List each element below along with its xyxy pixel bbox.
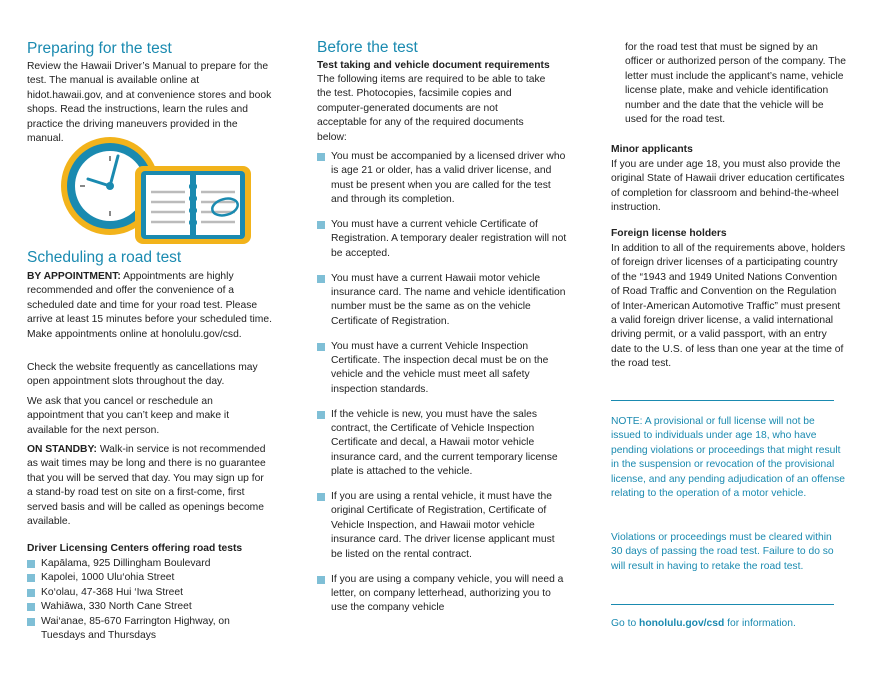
clock-manual-illustration [55, 136, 255, 246]
centers-list [27, 557, 272, 643]
foreign-heading: Foreign license holders [611, 228, 727, 239]
heading-preparing: Preparing for the test [27, 40, 172, 57]
list-item: Ko‘olau, 47-368 Hui ‘Iwa Street [27, 586, 272, 600]
requirements-intro: The following items are required to be able to take the test. Photocopies, facsimile copies and computer-generated documents are not acceptable for any of the required documents below: [317, 74, 546, 143]
cancel-paragraph: We ask that you cancel or reschedule an appointment that you can’t keep and make it available for the next person. [27, 396, 230, 436]
list-item: Wai‘anae, 85-670 Farrington Highway, on Tuesdays and Thursdays [27, 615, 272, 644]
list-item: If you are using a rental vehicle, it must have the original Certificate of Registration, Certificate of Vehicle Inspection, and Hawaii motor vehicle insurance card. The driver license applicant must be listed on the rental contract. [317, 490, 567, 562]
clock-icon [55, 136, 255, 246]
list-item: Kapālama, 925 Dillingham Boulevard [27, 557, 272, 571]
list-item: You must be accompanied by a licensed driver who is age 21 or older, has a valid driver license, and must be present when you are called for the test and through its completion. [317, 150, 567, 208]
minor-heading: Minor applicants [611, 144, 693, 155]
prep-paragraph: Review the Hawaii Driver’s Manual to prepare for the test. The manual is available online at hidot.hawaii.gov, and at convenience stores and book shops. Read the instructions, learn the rules and practice the driving maneuvers provided in the manual. [27, 61, 272, 145]
note-paragraph: NOTE: A provisional or full license will not be issued to individuals under age 18, who have pending violations or proceedings that might result in the suspension or revocation of the provisional license, and any pending adjudication of an offense relating to the operation of a motor vehicle. [611, 416, 845, 500]
company-vehicle-continued: for the road test that must be signed by an officer or authorized person of the company. The letter must include the applicant’s name, vehicle license plate, make and vehicle identification number and the date that the vehicle will be used for the road test. [625, 42, 846, 126]
violations-paragraph: Violations or proceedings must be cleared within 30 days of passing the road test. Failure to do so will result in having to retake the road test. [611, 532, 834, 572]
standby-paragraph [27, 443, 272, 529]
heading-scheduling: Scheduling a road test [27, 249, 182, 266]
requirements-subheading: Test taking and vehicle document requirements [317, 60, 550, 71]
website-link[interactable]: honolulu.gov/csd [639, 618, 725, 629]
minor-paragraph: If you are under age 18, you must also provide the original State of Hawaii driver education certificates of completion for classroom and behind-the-wheel instruction. [611, 159, 845, 214]
requirements-list [317, 150, 567, 626]
goto-paragraph: Go to honolulu.gov/csd for information. [611, 618, 796, 629]
divider [611, 400, 834, 401]
standby-text: Walk-in service is not recommended as wait times may be long and there is no guarantee that you will be served that day. You may sign up for a stand-by road test on site on a first-come, first served basis and will be called as openings become available. [27, 444, 266, 528]
foreign-paragraph: In addition to all of the requirements above, holders of foreign driver licenses of a participating country of the “1943 and 1949 United Nations Convention of Road Traffic and Convention on the Regulation of Inter-American Automotive Traffic” must present a valid foreign driver license, a valid international driving permit, or a valid passport, with an entry date to the U.S. of less than one year at the time of the road test. [611, 243, 846, 370]
heading-before-test: Before the test [317, 39, 418, 56]
list-item: You must have a current vehicle Certificate of Registration. A temporary dealer registration will not be accepted. [317, 218, 567, 261]
list-item: Wahiāwa, 330 North Cane Street [27, 600, 272, 614]
standby-label: ON STANDBY: [27, 444, 97, 455]
appointment-text: Appointments are highly recommended and offer the convenience of a scheduled date and time for your road test. Please arrive at least 15 minutes before your scheduled time. Make appointments online at honolulu.gov/csd. [27, 271, 272, 340]
check-website-paragraph: Check the website frequently as cancellations may open appointment slots throughout the day. [27, 362, 258, 388]
appointment-label: BY APPOINTMENT: [27, 271, 121, 282]
appointment-paragraph [27, 270, 272, 342]
list-item: Kapolei, 1000 Ulu‘ohia Street [27, 571, 272, 585]
centers-heading: Driver Licensing Centers offering road tests [27, 543, 243, 554]
list-item: If you are using a company vehicle, you will need a letter, on company letterhead, authorizing you to use the company vehicle [317, 573, 567, 616]
list-item: If the vehicle is new, you must have the sales contract, the Certificate of Vehicle Inspection Certificate and decal, a Hawaii motor vehicle insurance card, and the current temporary license plate is attached to the vehicle. [317, 408, 567, 480]
divider [611, 604, 834, 605]
list-item: You must have a current Hawaii motor vehicle insurance card. The name and vehicle identification number must be the same as on the vehicle Certificate of Registration. [317, 272, 567, 330]
list-item: You must have a current Vehicle Inspection Certificate. The inspection decal must be on the vehicle and the vehicle must meet all safety inspection standards. [317, 340, 567, 398]
